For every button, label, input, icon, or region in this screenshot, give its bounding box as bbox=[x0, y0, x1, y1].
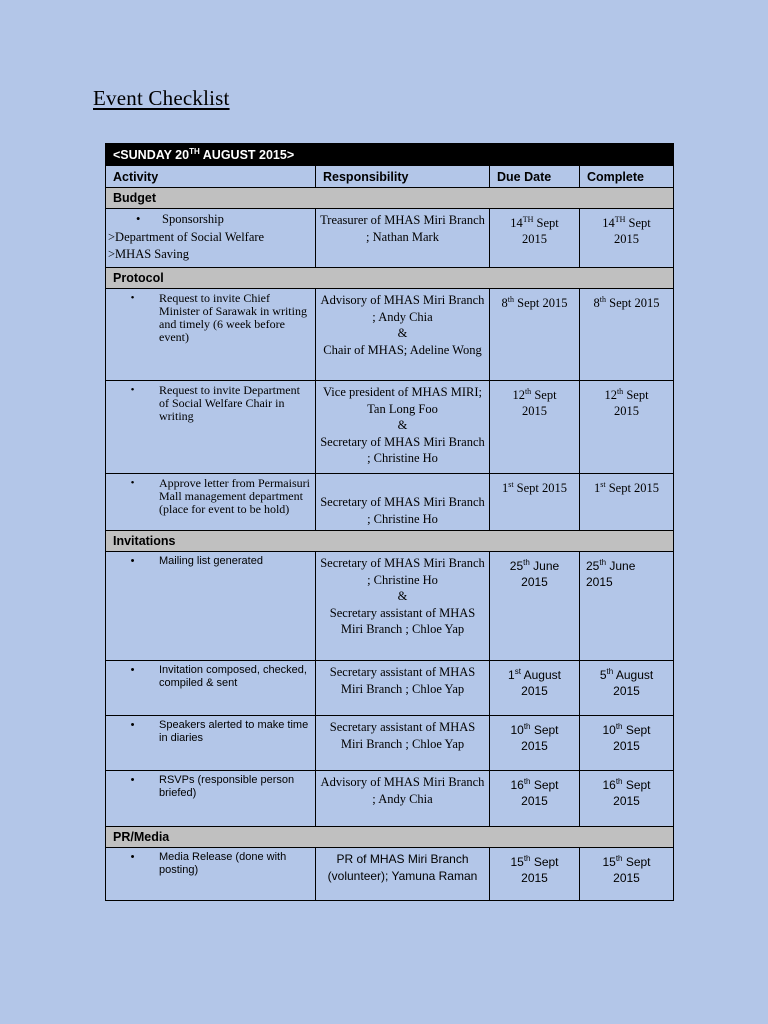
table-row bbox=[106, 552, 674, 661]
table-row bbox=[106, 381, 674, 474]
complete-cell: 10th Sept 2015 bbox=[580, 716, 674, 771]
page-title: Event Checklist bbox=[93, 86, 230, 110]
table-row bbox=[106, 289, 674, 381]
due-date-cell: 12th Sept 2015 bbox=[490, 381, 580, 474]
activity-text: Media Release (done with posting) bbox=[159, 851, 287, 876]
due-date-cell: 25th June 2015 bbox=[490, 552, 580, 661]
bullet-icon: • bbox=[130, 719, 135, 731]
activity-cell bbox=[106, 289, 316, 381]
due-date-cell: 14TH Sept 2015 bbox=[490, 209, 580, 268]
responsibility-cell: Treasurer of MHAS Miri Branch ; Nathan Mark bbox=[316, 209, 490, 268]
bullet-icon: • bbox=[130, 555, 135, 567]
responsibility-text: Secretary assistant of MHAS Miri Branch ; Chloe Yap bbox=[329, 605, 476, 636]
due-date-cell: 15th Sept 2015 bbox=[490, 848, 580, 901]
activity-text: Request to invite Chief Minister of Sarawak in writing and timely (6 week before event) bbox=[159, 291, 307, 344]
col-responsibility-header: Responsibility bbox=[316, 166, 490, 188]
ampersand: & bbox=[397, 326, 408, 340]
responsibility-text: Chair of MHAS; Adeline Wong bbox=[323, 342, 482, 357]
complete-cell: 25th June 2015 bbox=[580, 552, 674, 661]
complete-cell: 5th August 2015 bbox=[580, 661, 674, 716]
table-row bbox=[106, 209, 674, 268]
due-date-cell: 1st August 2015 bbox=[490, 661, 580, 716]
responsibility-text: Secretary of MHAS Miri Branch ; Christine Ho bbox=[320, 556, 485, 587]
bullet-icon: • bbox=[130, 292, 135, 304]
section-label: Invitations bbox=[106, 531, 674, 552]
section-label: Protocol bbox=[106, 268, 674, 289]
table-row bbox=[106, 716, 674, 771]
section-budget bbox=[106, 188, 674, 209]
responsibility-text: Secretary of MHAS Miri Branch ; Christine Ho bbox=[320, 434, 485, 465]
activity-cell bbox=[106, 771, 316, 827]
column-header-row bbox=[106, 166, 674, 188]
due-date-cell: 10th Sept 2015 bbox=[490, 716, 580, 771]
bullet-icon: • bbox=[130, 664, 135, 676]
bullet-icon: • bbox=[130, 851, 135, 863]
complete-cell: 8th Sept 2015 bbox=[580, 289, 674, 381]
bullet-icon: • bbox=[130, 384, 135, 396]
activity-text: >Department of Social Welfare bbox=[108, 229, 265, 244]
section-protocol bbox=[106, 268, 674, 289]
bullet-icon: • bbox=[130, 774, 135, 786]
date-header: <SUNDAY 20TH AUGUST 2015> bbox=[106, 144, 674, 166]
complete-cell: 12th Sept 2015 bbox=[580, 381, 674, 474]
activity-cell bbox=[106, 661, 316, 716]
section-pr-media bbox=[106, 827, 674, 848]
complete-cell: 16th Sept 2015 bbox=[580, 771, 674, 827]
responsibility-cell: Secretary of MHAS Miri Branch ; Christine Ho bbox=[316, 474, 490, 531]
table-row bbox=[106, 474, 674, 531]
activity-text: Speakers alerted to make time in diaries bbox=[159, 719, 309, 744]
activity-text: RSVPs (responsible person briefed) bbox=[159, 774, 295, 799]
due-date-cell: 8th Sept 2015 bbox=[490, 289, 580, 381]
responsibility-cell bbox=[316, 289, 490, 381]
activity-cell bbox=[106, 381, 316, 474]
complete-cell: 15th Sept 2015 bbox=[580, 848, 674, 901]
responsibility-cell: Advisory of MHAS Miri Branch ; Andy Chia bbox=[316, 771, 490, 827]
bullet-icon: • bbox=[136, 212, 141, 226]
activity-cell bbox=[106, 716, 316, 771]
table-row bbox=[106, 848, 674, 901]
activity-text: Request to invite Department of Social Welfare Chair in writing bbox=[159, 383, 300, 423]
activity-text: Sponsorship bbox=[162, 212, 224, 226]
date-header-row bbox=[106, 144, 674, 166]
responsibility-cell: PR of MHAS Miri Branch (volunteer); Yamuna Raman bbox=[316, 848, 490, 901]
table-row bbox=[106, 771, 674, 827]
activity-cell bbox=[106, 848, 316, 901]
activity-text: Approve letter from Permaisuri Mall management department (place for event to be hold) bbox=[159, 476, 310, 516]
activity-text: >MHAS Saving bbox=[108, 247, 190, 261]
col-complete-header: Complete bbox=[580, 166, 674, 188]
due-date-cell: 1st Sept 2015 bbox=[490, 474, 580, 531]
activity-cell bbox=[106, 474, 316, 531]
responsibility-cell: Secretary assistant of MHAS Miri Branch ; Chloe Yap bbox=[316, 661, 490, 716]
table-row bbox=[106, 661, 674, 716]
section-invitations bbox=[106, 531, 674, 552]
complete-cell: 14TH Sept 2015 bbox=[580, 209, 674, 268]
responsibility-text: Vice president of MHAS MIRI; Tan Long Foo bbox=[323, 385, 482, 416]
ampersand: & bbox=[397, 418, 408, 432]
event-checklist-table bbox=[105, 143, 674, 901]
responsibility-cell: Secretary assistant of MHAS Miri Branch ; Chloe Yap bbox=[316, 716, 490, 771]
responsibility-cell bbox=[316, 381, 490, 474]
responsibility-cell bbox=[316, 552, 490, 661]
responsibility-text: Advisory of MHAS Miri Branch ; Andy Chia bbox=[320, 293, 485, 324]
bullet-icon: • bbox=[130, 477, 135, 489]
activity-cell bbox=[106, 552, 316, 661]
complete-cell: 1st Sept 2015 bbox=[580, 474, 674, 531]
activity-cell bbox=[106, 209, 316, 268]
due-date-cell: 16th Sept 2015 bbox=[490, 771, 580, 827]
ampersand: & bbox=[397, 589, 408, 603]
activity-text: Invitation composed, checked, compiled & sent bbox=[159, 664, 307, 689]
col-due-date-header: Due Date bbox=[490, 166, 580, 188]
section-label: PR/Media bbox=[106, 827, 674, 848]
col-activity-header: Activity bbox=[106, 166, 316, 188]
section-label: Budget bbox=[106, 188, 674, 209]
activity-text: Mailing list generated bbox=[159, 555, 263, 567]
